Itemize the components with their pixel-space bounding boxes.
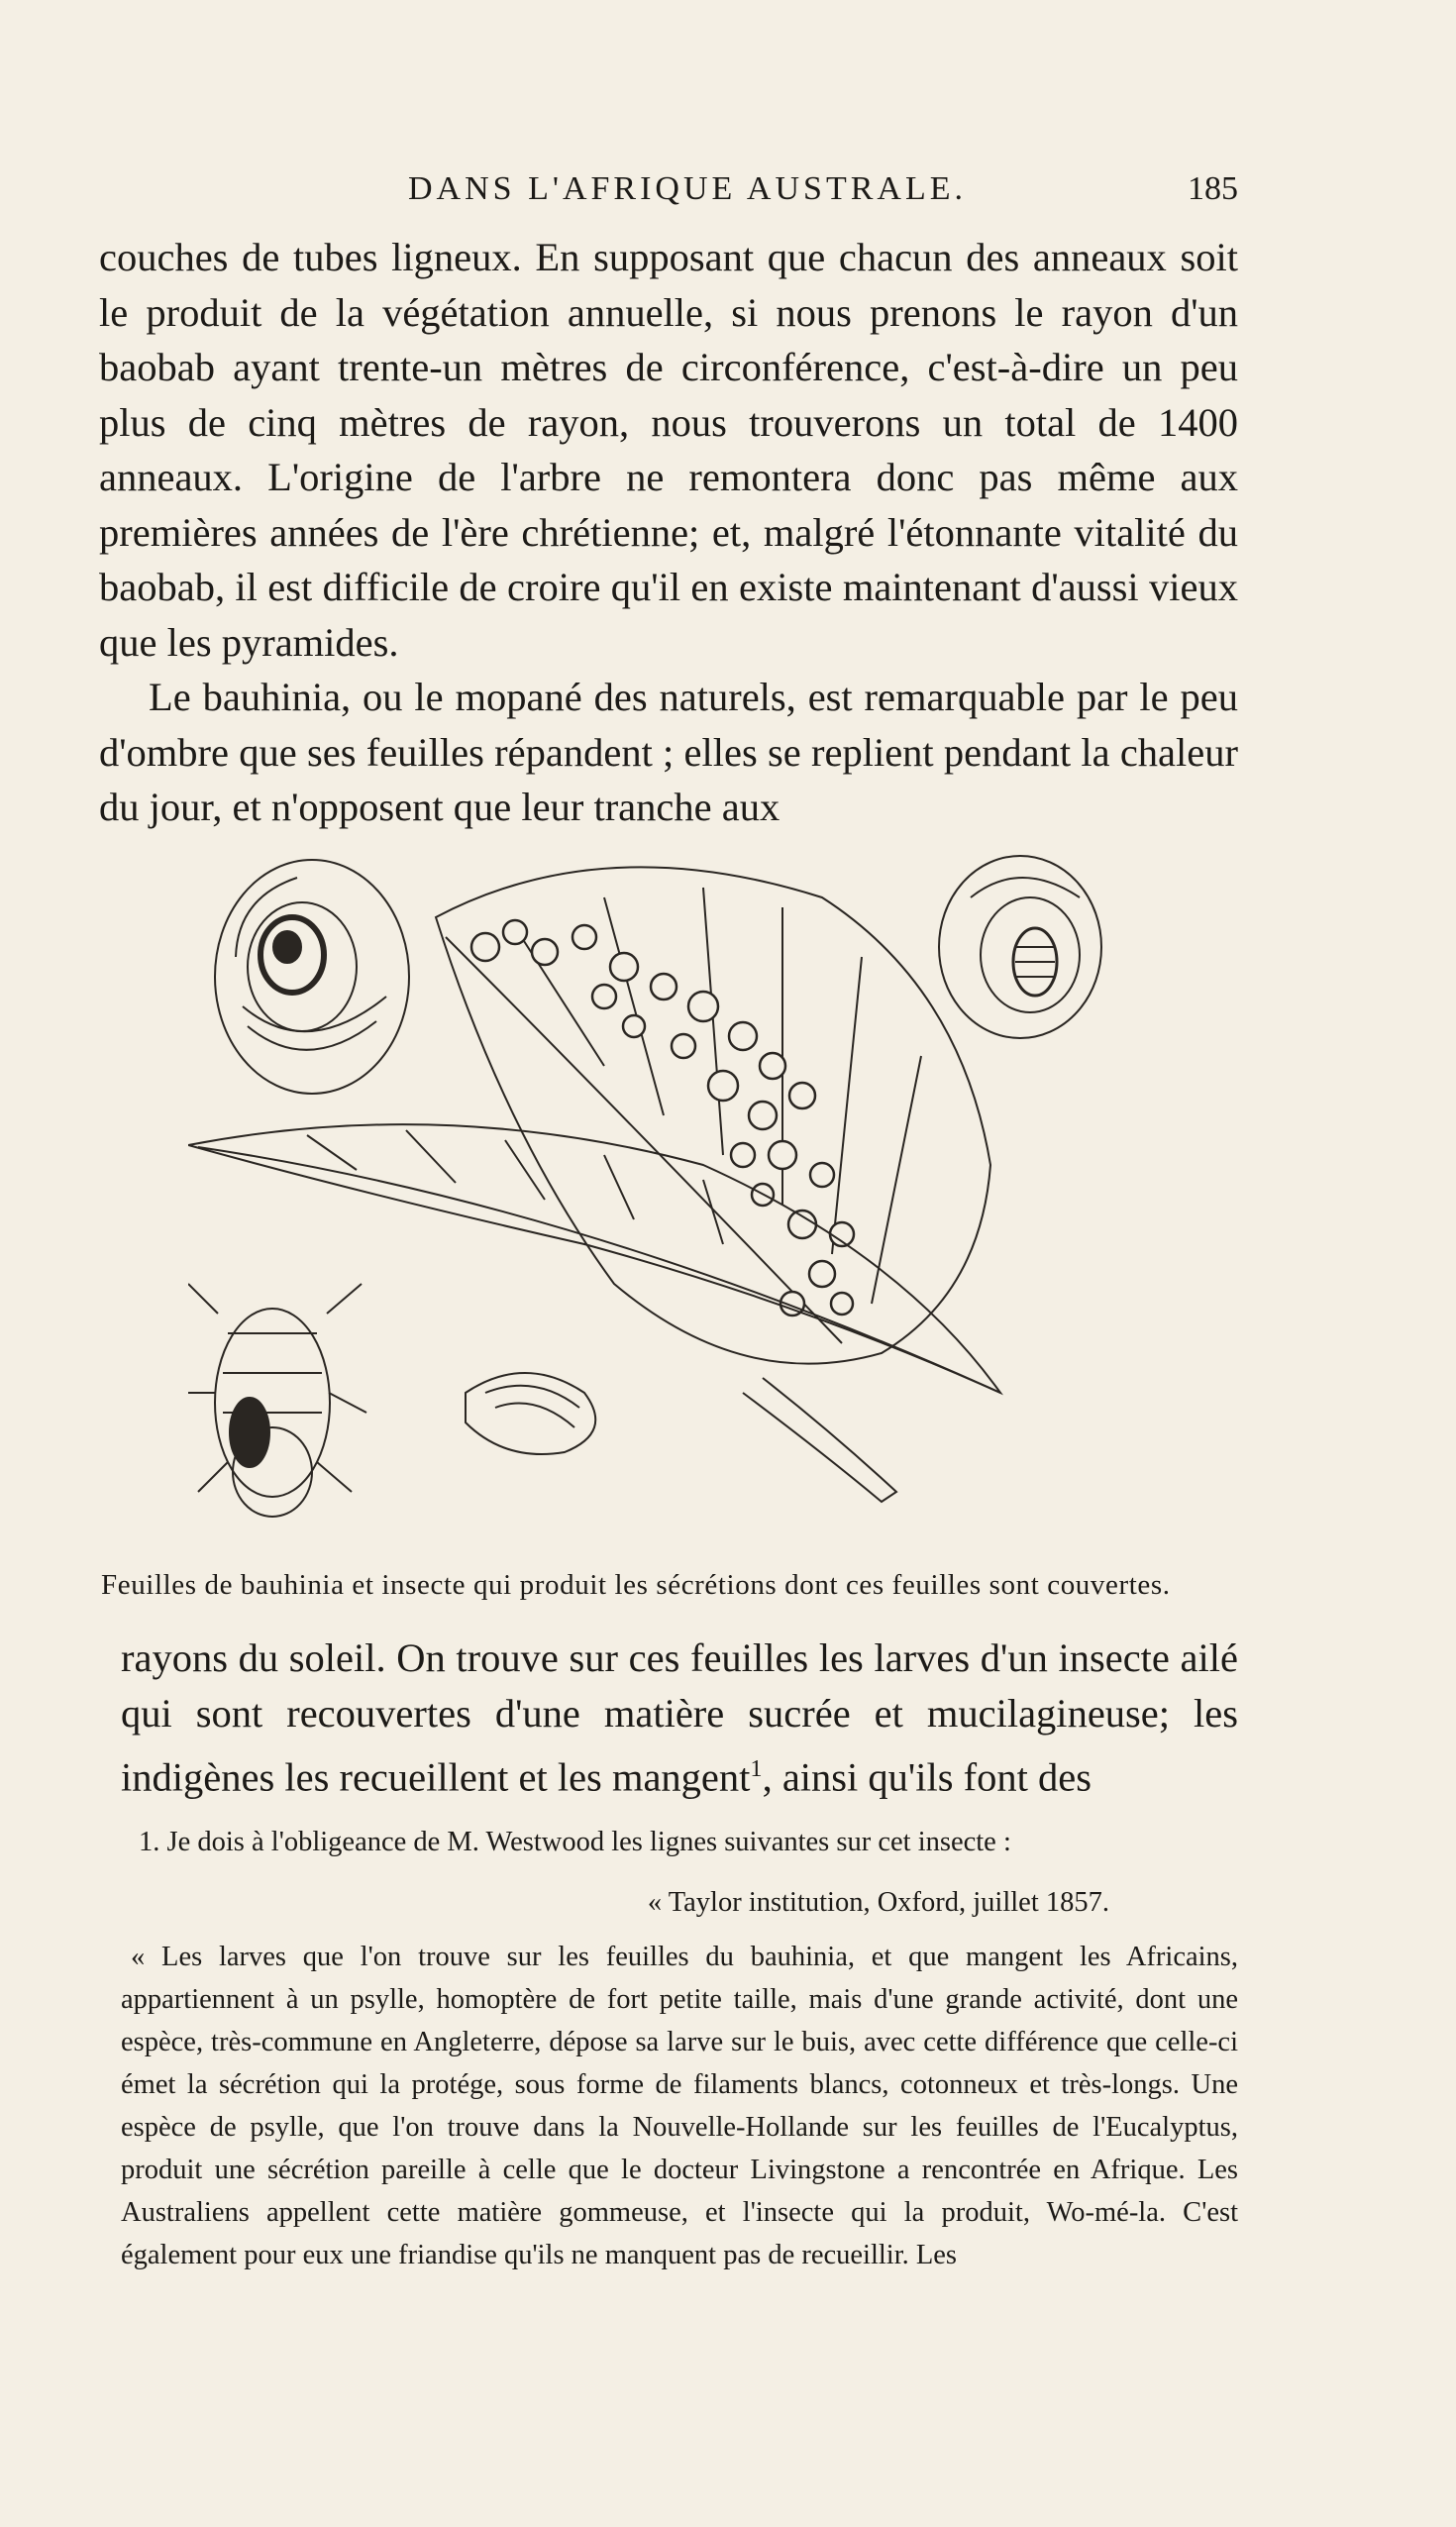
page-number: 185 [1188, 170, 1238, 207]
page-header [99, 170, 1238, 220]
main-text [99, 230, 1238, 835]
footnote-signature: « Taylor institution, Oxford, juillet 1857. [647, 1887, 1109, 1918]
paragraph-3 [121, 1631, 1238, 1806]
scale-shell [466, 1373, 595, 1454]
leaf-stem [743, 1378, 896, 1502]
paragraph-2: Le bauhinia, ou le mopané des naturels, est remarquable par le peu d'ombre que ses feuilles répandent ; elles se replient pendant la chaleur du jour, et n'opposent que leur tranche aux [99, 675, 1238, 829]
figure-caption: Feuilles de bauhinia et insecte qui produit les sécrétions dont ces feuilles sont couvertes. [101, 1569, 1171, 1601]
left-inset-cocoon [215, 860, 409, 1094]
footnote-1: 1. Je dois à l'obligeance de M. Westwood les lignes suivantes sur cet insecte : [139, 1827, 1011, 1857]
psyllid-insect [188, 1284, 366, 1517]
footnote-quote: « Les larves que l'on trouve sur les feuilles du bauhinia, et que mangent les Africains, appartiennent à un psylle, homoptère de fort petite taille, mais d'une grande activité, dont une espèce, très-commune en Angleterre, dépose sa larve sur le buis, avec cette différence que celle-ci émet la sécrétion qui la protége, sous forme de filaments blancs, cotonneux et très-longs. Une espèce de psylle, que l'on trouve dans la Nouvelle-Hollande sur les feuilles de l'Eucalyptus, produit une sécrétion pareille à celle que le docteur Livingstone a rencontrée en Afrique. Les Australiens appellent cette matière gommeuse, et l'insecte qui la produit, Wo-mé-la. C'est également pour eux une friandise qu'ils ne manquent pas de recueillir. Les [121, 1942, 1238, 2270]
leaf-with-galls [436, 867, 990, 1363]
engraving-illustration [188, 838, 1159, 1551]
paragraph-3-text: rayons du soleil. On trouve sur ces feuilles les larves d'un insecte ailé qui sont recouvertes d'une matière sucrée et mucilagineuse; les indigènes les recueillent et les mangent [121, 1635, 1238, 1800]
footnotes [121, 1821, 1238, 2276]
main-text-continued [121, 1631, 1238, 1806]
engraving-bauhinia-leaves [188, 838, 1159, 1551]
footnote-reference: 1 [750, 1755, 763, 1782]
right-inset-larva [939, 856, 1101, 1038]
running-head: DANS L'AFRIQUE AUSTRALE. [408, 170, 967, 207]
paragraph-1: couches de tubes ligneux. En supposant que chacun des anneaux soit le produit de la végétation annuelle, si nous prenons le rayon d'un baobab ayant trente-un mètres de circonférence, c'est-à-dire un peu plus de cinq mètres de rayon, nous trouverons un total de 1400 anneaux. L'origine de l'arbre ne remontera donc pas même aux premières années de l'ère chrétienne; et, malgré l'étonnante vitalité du baobab, il est difficile de croire qu'il en existe maintenant d'aussi vieux que les pyramides. [99, 235, 1238, 665]
paragraph-3-tail: , ainsi qu'ils font des [762, 1754, 1092, 1800]
narrow-leaf [188, 1124, 1000, 1393]
